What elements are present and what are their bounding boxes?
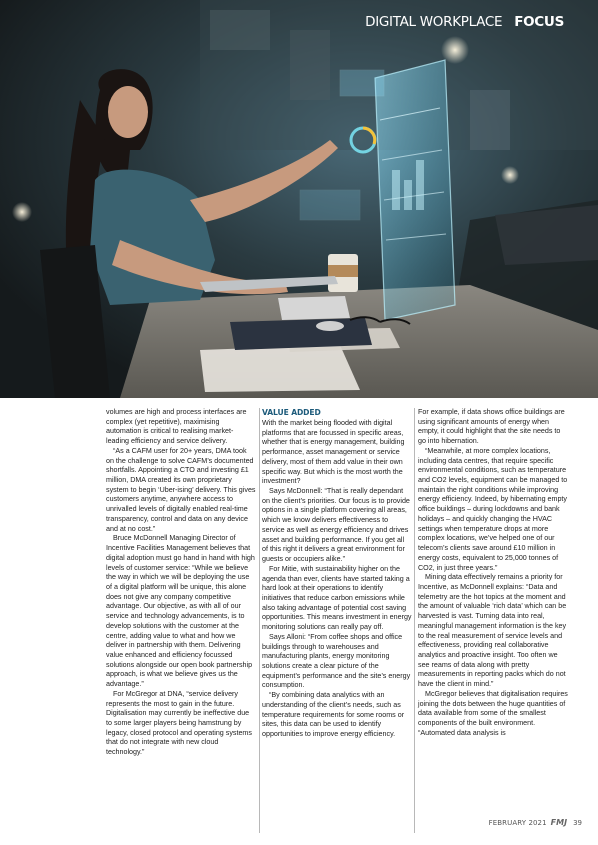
column-divider [414, 408, 415, 833]
paragraph: McGregor believes that digitalisation requires joining the dots between the huge quantities of data available from some of the smallest components of the built environment. “Automated data analysis is [418, 689, 568, 737]
section-tag: FOCUS [514, 14, 564, 30]
paragraph: “Meanwhile, at more complex locations, including data centres, that require specific environmental conditions, such as temperature and CO2 levels, equipment can be managed to maintain the right conditions while improving energy efficiency. Indeed, by hibernating empty office buildings – during lockdowns and bank holidays – and quickly changing the HVAC settings when temperature drops at more complex locations, we’ve helped one of our telecom’s clients save around £10 million in energy costs, equivalent to 25,000 tonnes of CO2, in just three years.” [418, 446, 568, 572]
page-number: 39 [573, 819, 582, 827]
paragraph: Says McDonnell: “That is really dependant on the client’s priorities. Our focus is to provide options in a single platform covering all areas, which we know delivers effectiveness to service as well as energy efficiency and drives asset and building performance. If you get all of this right it delivers a great environment for guests or occupiers alike.” [262, 487, 410, 564]
paragraph: “As a CAFM user for 20+ years, DMA took on the challenge to solve CAFM’s documented shortfalls. Appointing a CTO and investing £1 million, DMA created its own proprietary system to begin ‘Uber-ising’ delivery. This gives customers anytime, anywhere access to unrivalled levels of digitally enabled real-time transparency, control and data on any device and at no cost.” [106, 446, 256, 533]
article-column-3 [418, 408, 568, 738]
section-title: DIGITAL WORKPLACE [365, 14, 503, 30]
hero-illustration [0, 0, 598, 398]
paragraph: For example, if data shows office buildings are using significant amounts of energy when empty, it could highlight that the site needs to go into hibernation. [418, 408, 565, 446]
article-column-1 [106, 408, 256, 758]
hero-image [0, 0, 598, 398]
page-footer [489, 818, 582, 827]
paragraph: volumes are high and process interfaces are complex (yet repetitive), maximising automation is critical to realising market-leading efficiency and service delivery. [106, 408, 247, 446]
subheading: VALUE ADDED [262, 408, 321, 417]
issue-date: FEBRUARY 2021 [488, 819, 547, 827]
paragraph: Bruce McDonnell Managing Director of Incentive Facilities Management believes that digital adoption must go hand in hand with high levels of customer service: “While we believe the way in which we will be deploying the use of a digital platform will be unique, this alone does not give any company competitive advantage. Our objective, as with all of our service and technology advancements, is to develop solutions with the customer at the centre, adding value to what and how we deliver in partnership with them. Delivering value enhanced and efficiency focussed solutions alongside our open book partnership approach, is what we believe gives us the advantage.” [106, 534, 255, 689]
paragraph: “By combining data analytics with an understanding of the client’s needs, such as temperature requirements for some rooms or sites, this data can be used to identify opportunities to improve energy efficiency. [262, 691, 405, 738]
magazine-logo: FMJ [550, 818, 568, 827]
section-header [365, 14, 564, 30]
article-column-2 [262, 408, 412, 740]
paragraph: Says Alloni: “From coffee shops and office buildings through to warehouses and manufacturing plants, energy monitoring solutions create a clear picture of the equipment’s performance and the site’s energy consumption. [262, 632, 411, 690]
paragraph: For McGregor at DNA, “service delivery represents the most to gain in the future. Digitalisation may currently be ineffective due to some larger players being hamstrung by legacy, closed protocol and operating systems that do not integrate with new cloud technology.” [106, 689, 252, 757]
paragraph: For Mitie, with sustainability higher on the agenda than ever, clients have started taking a hard look at their operations to identify initiatives that reduce carbon emissions while also taking advantage of potential cost saving opportunities. This means investment in energy monitoring solutions can really pay off. [262, 564, 412, 632]
paragraph: With the market being flooded with digital platforms that are focussed in specific areas, whether that is energy management, building performance, asset management or service delivery, most of them add value in their own specific way. But which is the most worth the investment? [262, 419, 405, 486]
paragraph: Mining data effectively remains a priority for Incentive, as McDonnell explains: “Data and telemetry are the hot topics at the moment and the amount of valuable ‘rich data’ which can be harvested is vast. Turning data into real, meaningful management information is the key to the real measurement of service levels and effectiveness, providing real collaborative analytics and proactive insight. Too often we see reams of data along with pretty measurements in reporting packs which do not have the client in mind.” [418, 573, 567, 689]
column-divider [259, 408, 260, 833]
